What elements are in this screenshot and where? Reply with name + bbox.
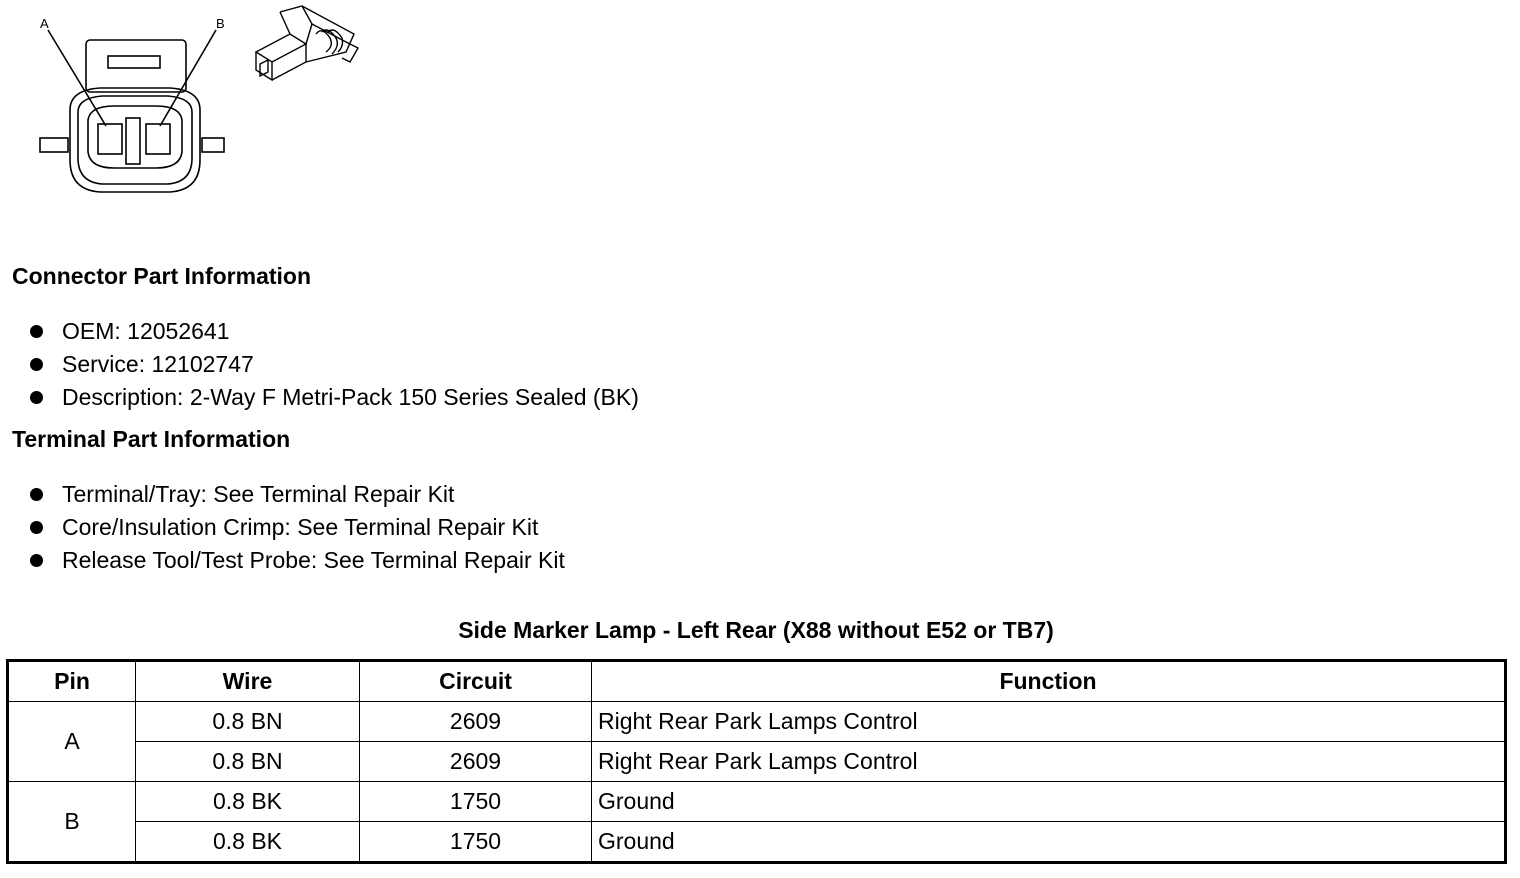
table-row bbox=[8, 822, 1506, 863]
header-wire: Wire bbox=[136, 661, 360, 702]
wire-cell: 0.8 BK bbox=[136, 782, 360, 822]
header-function: Function bbox=[592, 661, 1506, 702]
bullet-icon bbox=[30, 325, 43, 338]
list-item-text: Release Tool/Test Probe: See Terminal Repair Kit bbox=[62, 547, 565, 573]
circuit-cell: 2609 bbox=[360, 702, 592, 742]
table-row bbox=[8, 702, 1506, 742]
bullet-icon bbox=[30, 358, 43, 371]
connector-isometric-diagram bbox=[250, 4, 360, 90]
wire-cell: 0.8 BK bbox=[136, 822, 360, 863]
table-title: Side Marker Lamp - Left Rear (X88 without E52 or TB7) bbox=[458, 617, 1054, 643]
list-item-text: Terminal/Tray: See Terminal Repair Kit bbox=[62, 481, 455, 507]
circuit-cell: 2609 bbox=[360, 742, 592, 782]
terminal-part-info-list bbox=[30, 478, 565, 577]
function-cell: Right Rear Park Lamps Control bbox=[592, 702, 1506, 742]
pinout-table bbox=[6, 659, 1507, 864]
connector-face-diagram bbox=[30, 10, 230, 200]
bullet-icon bbox=[30, 554, 43, 567]
function-cell: Right Rear Park Lamps Control bbox=[592, 742, 1506, 782]
circuit-cell: 1750 bbox=[360, 822, 592, 863]
list-item-text: OEM: 12052641 bbox=[62, 318, 230, 344]
circuit-cell: 1750 bbox=[360, 782, 592, 822]
list-item-text: Description: 2-Way F Metri-Pack 150 Series Sealed (BK) bbox=[62, 384, 639, 410]
pin-a-label: A bbox=[40, 16, 49, 31]
function-cell: Ground bbox=[592, 782, 1506, 822]
terminal-part-info-heading: Terminal Part Information bbox=[12, 426, 291, 452]
bullet-icon bbox=[30, 521, 43, 534]
header-circuit: Circuit bbox=[360, 661, 592, 702]
bullet-icon bbox=[30, 488, 43, 501]
list-item bbox=[30, 315, 639, 348]
pin-cell: B bbox=[8, 782, 136, 863]
bullet-icon bbox=[30, 391, 43, 404]
list-item-text: Service: 12102747 bbox=[62, 351, 254, 377]
function-cell: Ground bbox=[592, 822, 1506, 863]
header-pin: Pin bbox=[8, 661, 136, 702]
table-header-row bbox=[8, 661, 1506, 702]
pin-b-label: B bbox=[216, 16, 225, 31]
list-item bbox=[30, 544, 565, 577]
table-row bbox=[8, 742, 1506, 782]
connector-part-info-heading: Connector Part Information bbox=[12, 263, 312, 289]
pin-cell: A bbox=[8, 702, 136, 782]
connector-part-info-list bbox=[30, 315, 639, 414]
table-row bbox=[8, 782, 1506, 822]
wire-cell: 0.8 BN bbox=[136, 702, 360, 742]
list-item-text: Core/Insulation Crimp: See Terminal Repair Kit bbox=[62, 514, 539, 540]
list-item bbox=[30, 381, 639, 414]
list-item bbox=[30, 478, 565, 511]
list-item bbox=[30, 511, 565, 544]
list-item bbox=[30, 348, 639, 381]
wire-cell: 0.8 BN bbox=[136, 742, 360, 782]
